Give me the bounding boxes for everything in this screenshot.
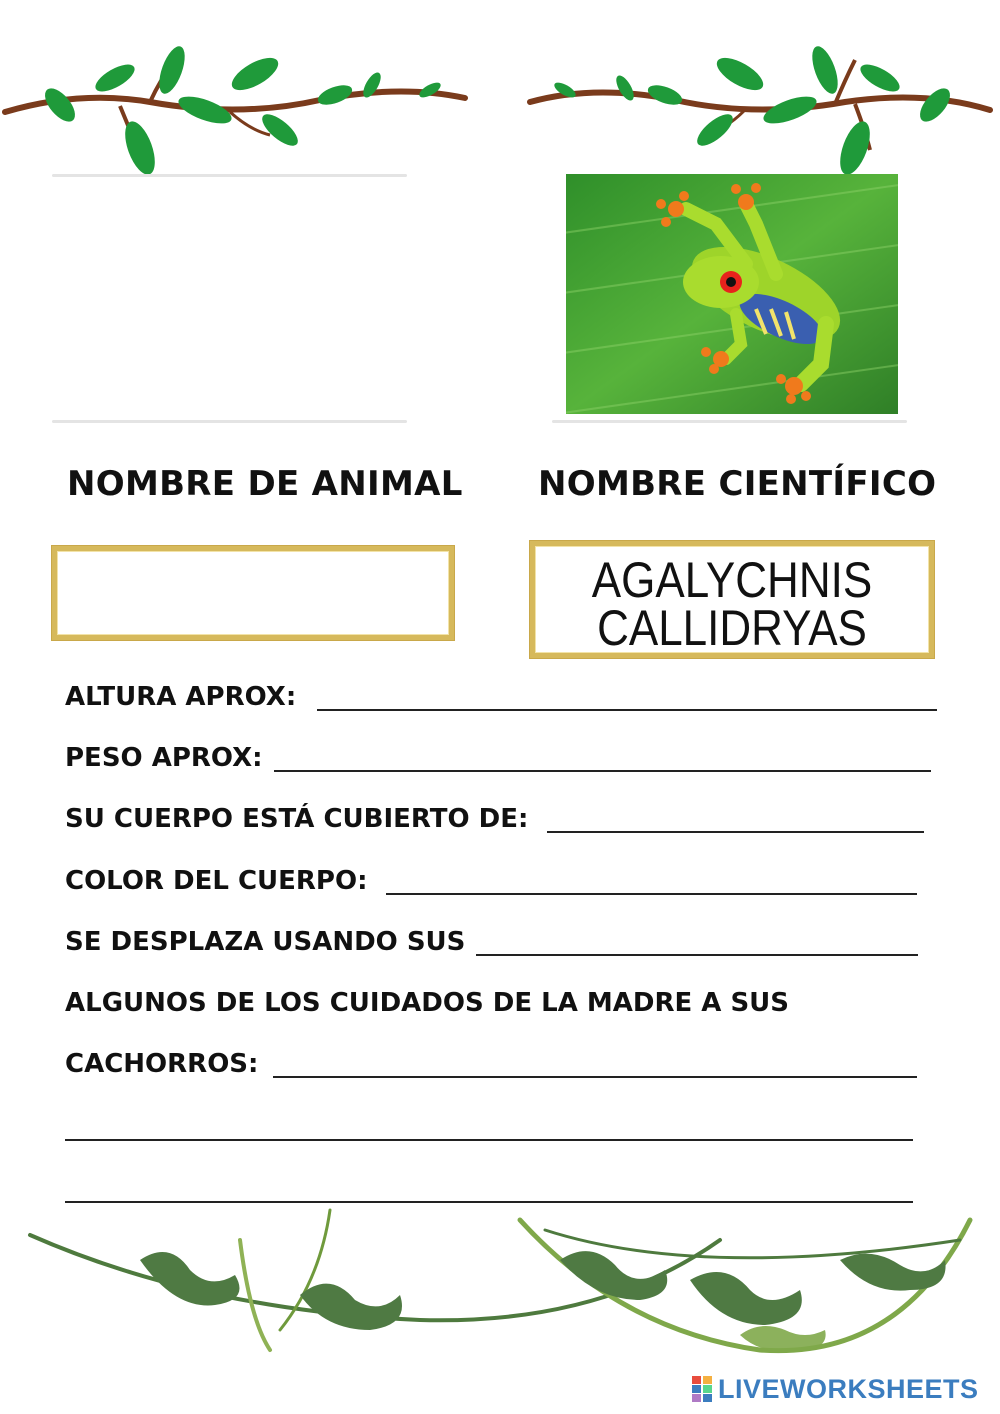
scientific-name-text xyxy=(559,552,906,656)
care-answer-line-2[interactable] xyxy=(65,1139,913,1141)
branch-decoration-right xyxy=(525,40,995,175)
animal-name-heading: NOMBRE DE ANIMAL xyxy=(67,464,463,504)
liveworksheets-badge-icon xyxy=(692,1376,712,1402)
body-covering-answer-line[interactable] xyxy=(547,831,924,833)
branch-decoration-left xyxy=(0,40,470,175)
photo-bottom-line xyxy=(552,420,907,423)
scientific-name-box xyxy=(530,541,934,658)
vine-decoration-bottom xyxy=(0,1200,1000,1370)
scientific-name-heading: NOMBRE CIENTÍFICO xyxy=(538,464,937,504)
body-color-label: COLOR DEL CUERPO: xyxy=(65,866,368,896)
image-placeholder-top-line xyxy=(52,174,407,177)
frog-photo xyxy=(566,174,898,414)
scientific-name-line2: CALLIDRYAS xyxy=(597,600,867,656)
care-label-line2: CACHORROS: xyxy=(65,1049,259,1079)
body-color-answer-line[interactable] xyxy=(386,893,917,895)
weight-answer-line[interactable] xyxy=(274,770,931,772)
height-answer-line[interactable] xyxy=(317,709,937,711)
care-label-line1: ALGUNOS DE LOS CUIDADOS DE LA MADRE A SUS xyxy=(65,988,790,1018)
height-label: ALTURA APROX: xyxy=(65,682,297,712)
scientific-name-line1: AGALYCHNIS xyxy=(591,552,873,608)
movement-answer-line[interactable] xyxy=(476,954,918,956)
movement-label: SE DESPLAZA USANDO SUS xyxy=(65,927,466,957)
image-placeholder-bottom-line xyxy=(52,420,407,423)
body-covering-label: SU CUERPO ESTÁ CUBIERTO DE: xyxy=(65,804,529,834)
liveworksheets-logo xyxy=(692,1374,979,1404)
liveworksheets-logo-text: LIVEWORKSHEETS xyxy=(718,1373,979,1404)
animal-image-placeholder[interactable] xyxy=(52,178,407,418)
weight-label: PESO APROX: xyxy=(65,743,263,773)
animal-name-input-box[interactable] xyxy=(52,546,454,640)
care-answer-line-1[interactable] xyxy=(273,1076,917,1078)
